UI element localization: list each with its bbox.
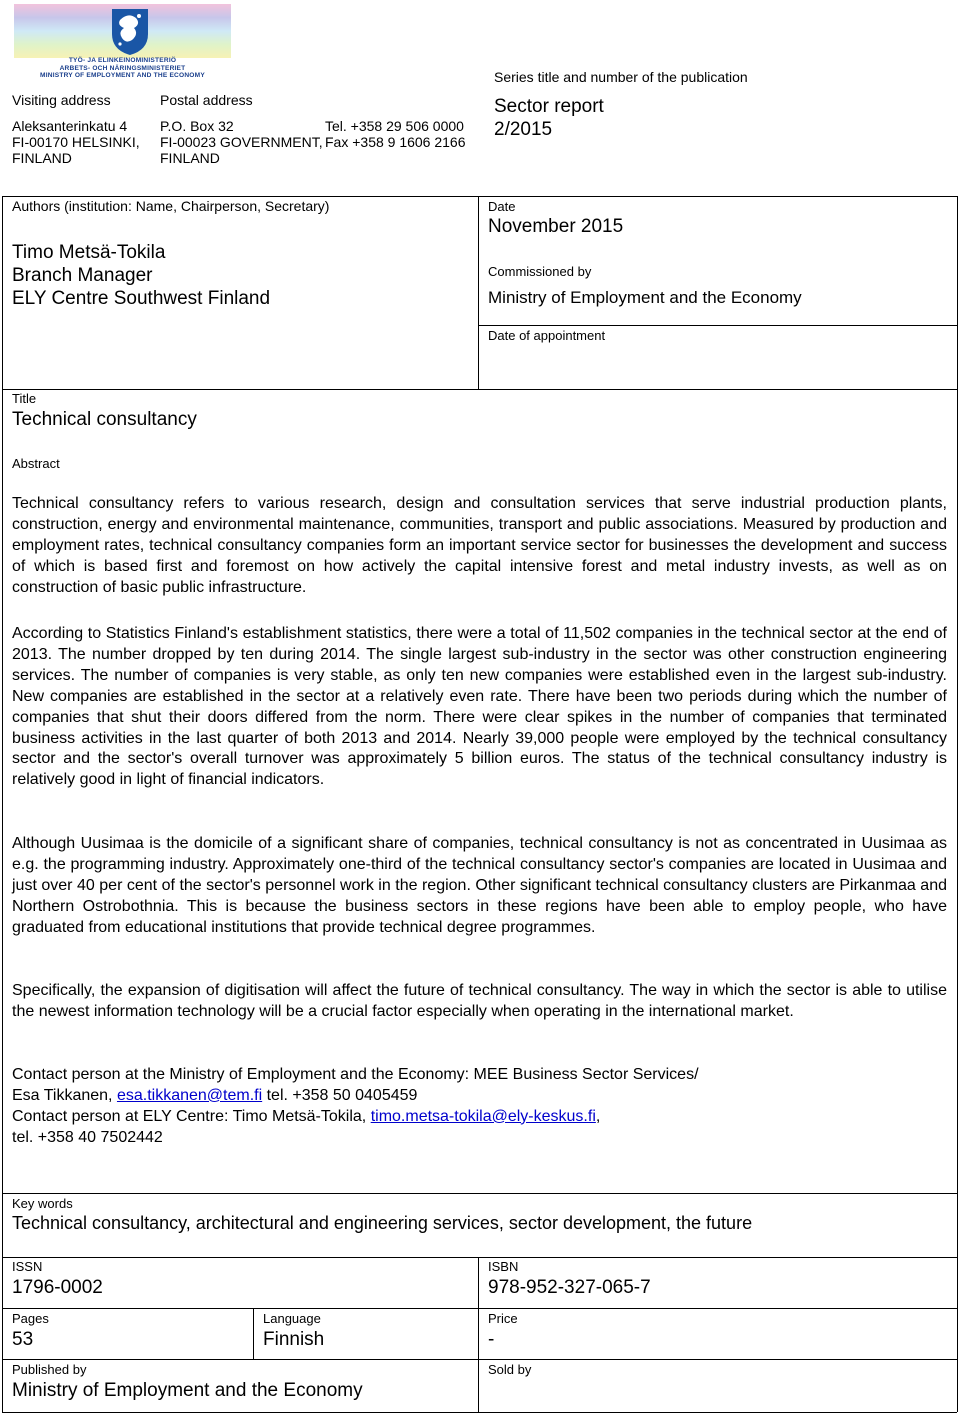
sold-label: Sold by <box>488 1362 532 1377</box>
contact-2-email-link[interactable]: timo.metsa-tokila@ely-keskus.fi <box>370 1107 596 1125</box>
postal-address: P.O. Box 32 FI-00023 GOVERNMENT, FINLAND <box>160 118 323 166</box>
document-title: Technical consultancy <box>12 409 197 430</box>
abstract-paragraph-1: Technical consultancy refers to various research, design and consultation services that serve industrial production plants, construction, energy and environmental maintenance, communities, transport and public associations. Measured by production and employment rates, technical consultancy companies form an important service sector for businesses the development and success of which is based first and foremost on how actively the capital intensive forest and metal industry invests, as well as on construction of basic public infrastructure. <box>12 495 947 596</box>
commissioned-value: Ministry of Employment and the Economy <box>488 288 802 307</box>
ministry-name-en: MINISTRY OF EMPLOYMENT AND THE ECONOMY <box>40 72 205 80</box>
language-value: Finnish <box>263 1329 325 1350</box>
ministry-name-fi: TYÖ- JA ELINKEINOMINISTERIÖ <box>68 57 177 64</box>
price-label: Price <box>488 1311 518 1326</box>
contact-1-line: Esa Tikkanen, esa.tikkanen@tem.fi tel. +358 50 0405459 <box>12 1086 418 1104</box>
contact-1-email-link[interactable]: esa.tikkanen@tem.fi <box>116 1086 263 1104</box>
lion-crest-icon <box>108 6 152 56</box>
date-label: Date <box>488 199 516 214</box>
abstract-paragraph-2: According to Statistics Finland's establishment statistics, there were a total of 11,502 companies in the technical sector at the end of 2013. The number dropped by ten during 2014. The single largest sub-industry in the sector was other construction engineering services. The number of companies is very stable, as only ten new companies were established even in the largest sub-industry. New companies are established in the sector at a relatively even rate. There have been two periods during which the number of companies that shut their doors differed from the norm. There were clear spikes in the number of companies that terminated business activities in the last quarter of both 2013 and 2014. Nearly 39,000 people were employed by the technical consultancy sector and the sector's overall turnover was approximately 5 billion euros. The status of the technical consultancy industry is relatively good in light of financial indicators. <box>12 625 947 789</box>
visiting-address-label: Visiting address <box>12 92 111 108</box>
author-name: Timo Metsä-Tokila <box>12 242 166 263</box>
contact-phone-fax <box>325 118 466 150</box>
author-institution: ELY Centre Southwest Finland <box>12 288 271 309</box>
date-value: November 2015 <box>488 216 624 237</box>
authors-block <box>12 241 270 310</box>
keywords-value: Technical consultancy, architectural and engineering services, sector development, the future <box>12 1213 753 1233</box>
isbn-label: ISBN <box>488 1259 519 1274</box>
fax: Fax +358 9 1606 2166 <box>325 134 466 150</box>
keywords-label: Key words <box>12 1196 73 1211</box>
commissioned-label: Commissioned by <box>488 264 592 279</box>
abstract-label: Abstract <box>12 456 60 471</box>
issn-value: 1796-0002 <box>12 1277 103 1298</box>
visiting-address: Aleksanterinkatu 4 FI-00170 HELSINKI, FINLAND <box>12 118 140 166</box>
published-label: Published by <box>12 1362 87 1377</box>
contact-2-tel: tel. +358 40 7502442 <box>12 1128 163 1146</box>
authors-label: Authors (institution: Name, Chairperson, Secretary) <box>12 198 330 214</box>
ministry-logo <box>14 4 231 84</box>
abstract-paragraph-3: Although Uusimaa is the domicile of a significant share of companies, technical consultancy is not as concentrated in Uusimaa as e.g. the programming industry. Approximately one-third of the technical consultancy sector's companies are located in Uusimaa and just over 40 per cent of the sector's personnel work in the region. Other significant technical consultancy clusters are Pirkanmaa and Northern Ostrobothnia. This is because the business sectors in these regions have been able to employ people, who have graduated from educational institutions that provide technical degree programmes. <box>12 835 947 936</box>
price-value: - <box>488 1329 495 1350</box>
telephone: Tel. +358 29 506 0000 <box>325 118 464 134</box>
series-number: 2/2015 <box>494 119 553 140</box>
published-value: Ministry of Employment and the Economy <box>12 1380 363 1401</box>
pages-label: Pages <box>12 1311 49 1326</box>
ministry-name-sv: ARBETS- OCH NÄRINGSMINISTERIET <box>59 64 186 72</box>
issn-label: ISSN <box>12 1259 43 1274</box>
appointment-label: Date of appointment <box>488 328 606 343</box>
pages-value: 53 <box>12 1329 34 1350</box>
contact-2-line: Contact person at ELY Centre: Timo Metsä-Tokila, timo.metsa-tokila@ely-keskus.fi, <box>12 1107 601 1125</box>
series-title: Sector report <box>494 96 604 117</box>
author-role: Branch Manager <box>12 265 153 286</box>
isbn-value: 978-952-327-065-7 <box>488 1277 651 1298</box>
postal-address-label: Postal address <box>160 92 253 108</box>
contact-persons <box>12 1065 947 1149</box>
abstract-paragraph-4: Specifically, the expansion of digitisation will affect the future of technical consultancy. The way in which the sector is able to utilise the newest information technology will be a crucial factor especially when operating in the international market. <box>12 982 947 1020</box>
series-label: Series title and number of the publication <box>494 69 748 85</box>
language-label: Language <box>263 1311 321 1326</box>
contact-1-prefix: Contact person at the Ministry of Employment and the Economy: MEE Business Sector Services/ <box>12 1066 699 1083</box>
title-label: Title <box>12 391 37 406</box>
